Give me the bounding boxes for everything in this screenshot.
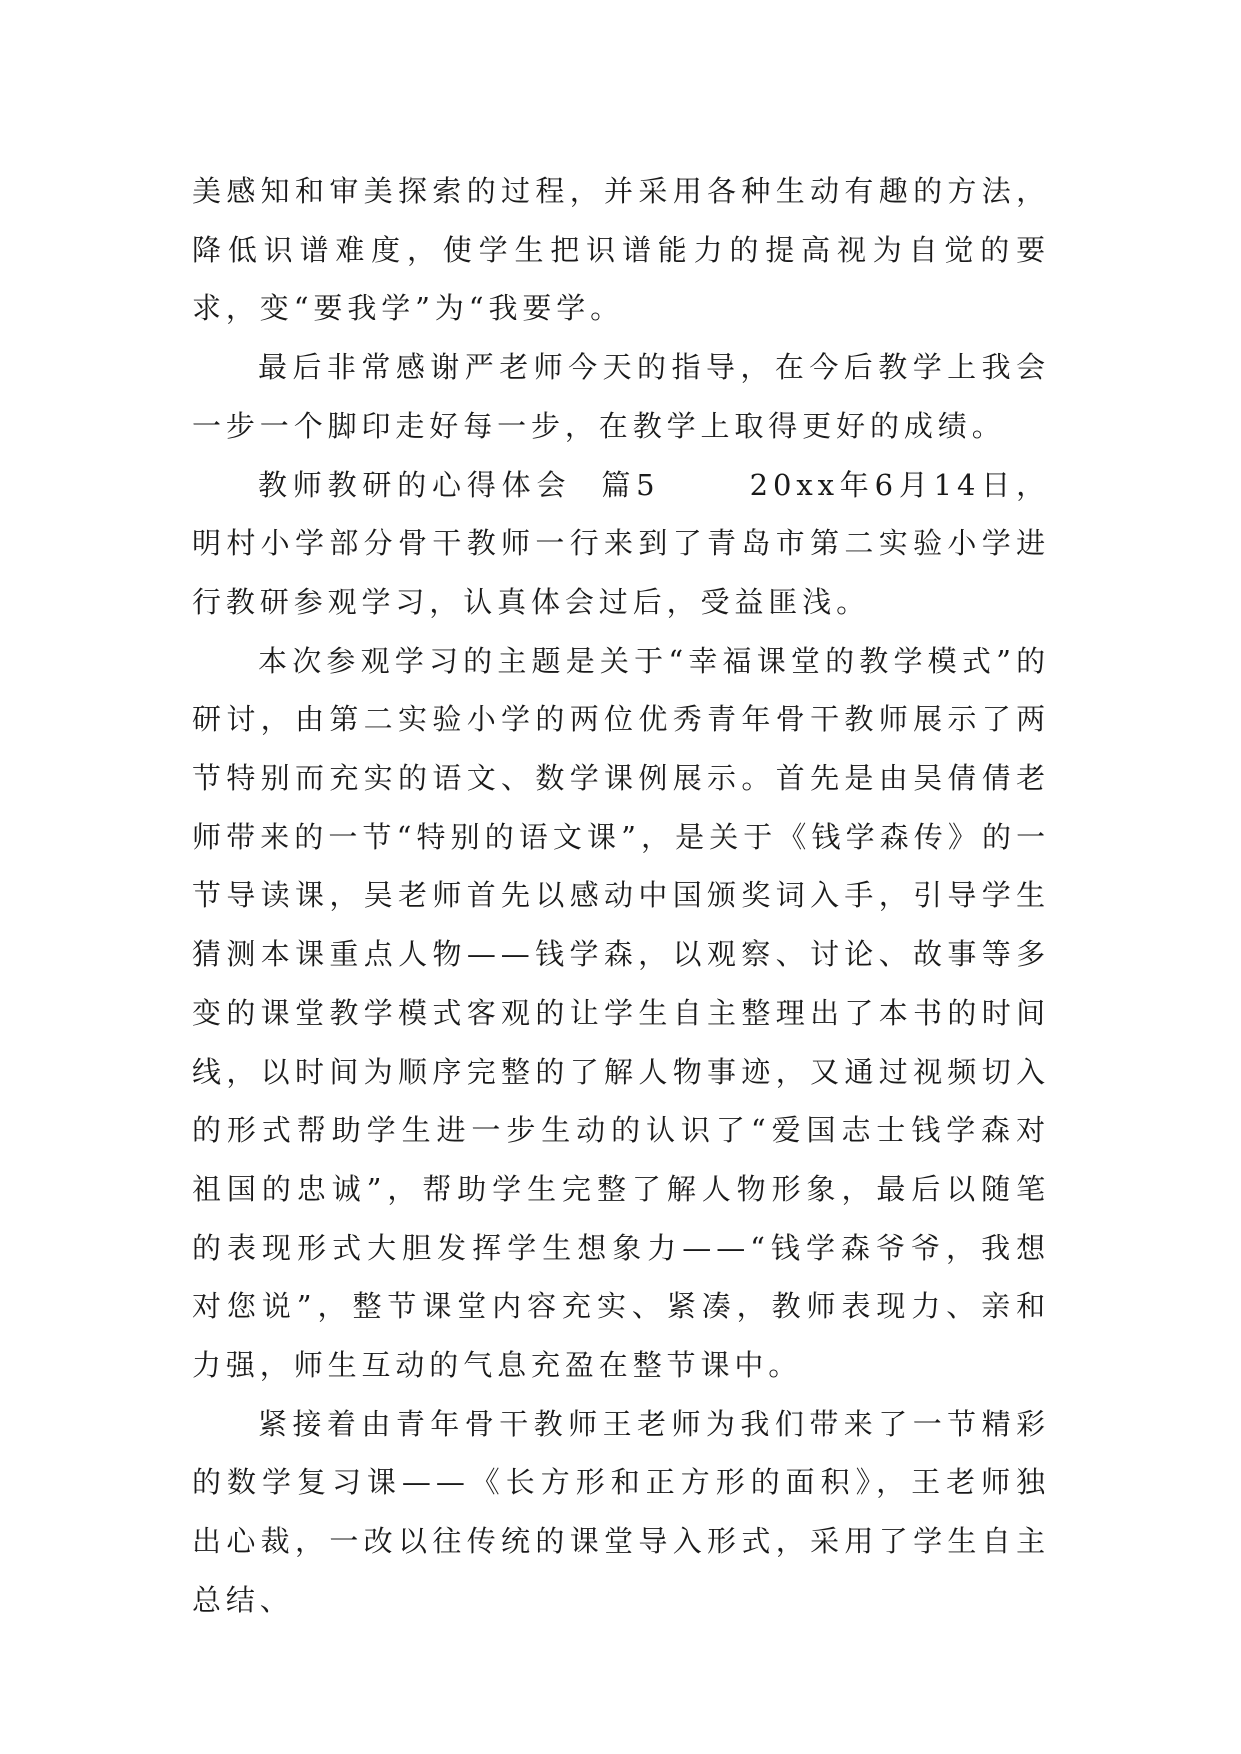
paragraph-chinese-lesson: 本次参观学习的主题是关于“幸福课堂的教学模式”的研讨，由第二实验小学的两位优秀青年骨干教师展示了两节特别而充实的语文、数学课例展示。首先是由吴倩倩老师带来的一节“特别的语文课”，是关于《钱学森传》的一节导读课，吴老师首先以感动中国颁奖词入手，引导学生猜测本课重点人物——钱学森，以观察、讨论、故事等多变的课堂教学模式客观的让学生自主整理出了本书的时间线，以时间为顺序完整的了解人物事迹，又通过视频切入的形式帮助学生进一步生动的认识了“爱国志士钱学森对祖国的忠诚”，帮助学生完整了解人物形象，最后以随笔的表现形式大胆发挥学生想象力——“钱学森爷爷，我想对您说”，整节课堂内容充实、紧凑，教师表现力、亲和力强，师生互动的气息充盈在整节课中。 [192,643,1050,1383]
paragraph-continuation: 美感知和审美探索的过程，并采用各种生动有趣的方法，降低识谱难度，使学生把识谱能力的提高视为自觉的要求，变“要我学”为“我要学。 [192,174,1050,326]
paragraph-thanks: 最后非常感谢严老师今天的指导，在今后教学上我会一步一个脚印走好每一步，在教学上取得更好的成绩。 [192,350,1050,443]
paragraph-math-lesson: 紧接着由青年骨干教师王老师为我们带来了一节精彩的数学复习课——《长方形和正方形的面积》，王老师独出心裁，一改以往传统的课堂导入形式，采用了学生自主总结、 [192,1406,1050,1617]
paragraph-section-5-intro: 教师教研的心得体会 篇5 20xx年6月14日，明村小学部分骨干教师一行来到了青岛市第二实验小学进行教研参观学习，认真体会过后，受益匪浅。 [192,467,1050,619]
document-body [192,162,1050,1630]
